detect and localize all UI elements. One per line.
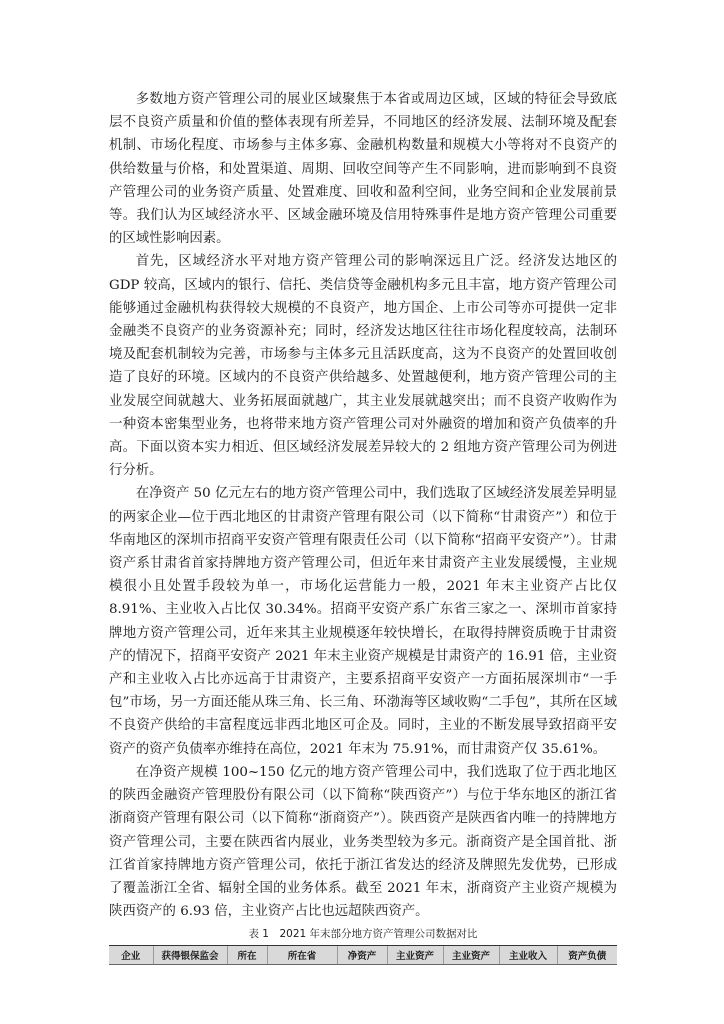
table-header-cell: 主业收入 — [499, 946, 557, 965]
table-header-cell: 净资产 — [337, 946, 387, 965]
table-caption: 表 1 2021 年末部分地方资产管理公司数据对比 — [248, 928, 478, 941]
table-header-row — [109, 946, 617, 965]
body-paragraph-1: 多数地方资产管理公司的展业区域聚焦于本省或周边区域，区域的特征会导致底层不良资产质量和价值的整体表现有所差异，不同地区的经济发展、法制环境及配套机制、市场化程度、市场参与主体多寡、金融机构数量和规模大小等将对不良资产的供给数量与价格，和处置渠道、周期、回收空间等产生不同影响，进而影响到不良资产管理公司的业务资产质量、处置难度、回收和盈利空间，业务空间和企业发展前景等。我们认为区域经济水平、区域金融环境及信用特殊事件是地方资产管理公司重要的区域性影响因素。 — [109, 92, 617, 247]
table-header-cell: 所在省 — [267, 946, 337, 965]
table-header-cell: 所在 — [227, 946, 267, 965]
table-header-cell: 主业资产 — [387, 946, 443, 965]
table-header-cell: 资产负债 — [557, 946, 617, 965]
body-paragraph-2: 首先，区域经济水平对地方资产管理公司的影响深远且广泛。经济发达地区的 GDP 较高，区域内的银行、信托、类信贷等金融机构多元且丰富，地方资产管理公司能够通过金融机构获得较大规模的不良资产，地方国企、上市公司等亦可提供一定非金融类不良资产的业务资源补充；同时，经济发达地区往往市场化程度较高，法制环境及配套机制较为完善，市场参与主体多元且活跃度高，这为不良资产的处置回收创造了良好的环境。区域内的不良资产供给越多、处置越便利，地方资产管理公司的主业发展空间就越大、业务拓展面就越广，其主业发展就越突出；而不良资产收购作为一种资本密集型业务，也将带来地方资产管理公司对外融资的增加和资产负债率的升高。下面以资本实力相近、但区域经济发展差异较大的 2 组地方资产管理公司为例进行分析。 — [109, 254, 617, 479]
table-header-cell: 获得银保监会 — [153, 946, 227, 965]
body-paragraph-3: 在净资产 50 亿元左右的地方资产管理公司中，我们选取了区域经济发展差异明显的两家企业—位于西北地区的甘肃资产管理有限公司（以下简称“甘肃资产”）和位于华南地区的深圳市招商平安资产管理有限责任公司（以下简称“招商平安资产”）。甘肃资产系甘肃省首家持牌地方资产管理公司，但近年来甘肃资产主业发展缓慢，主业规模很小且处置手段较为单一，市场化运营能力一般，2021 年末主业资产占比仅 8.91%、主业收入占比仅 30.34%。招商平安资产系广东省三家之一、深圳市首家持牌地方资产管理公司，近年来其主业规模逐年较快增长，在取得持牌资质晚于甘肃资产的情况下，招商平安资产 2021 年末主业资产规模是甘肃资产的 16.91 倍，主业资产和主业收入占比亦远高于甘肃资产，主要系招商平安资产一方面拓展深圳市“一手包”市场，另一方面还能从珠三角、长三角、环渤海等区域收购“二手包”，其所在区域不良资产供给的丰富程度远非西北地区可企及。同时，主业的不断发展导致招商平安资产的资产负债率亦维持在高位，2021 年末为 75.91%，而甘肃资产仅 35.61%。 — [109, 486, 617, 757]
document-page — [109, 88, 617, 965]
table-header-cell: 主业资产 — [443, 946, 499, 965]
table-header-cell: 企业 — [109, 946, 153, 965]
body-paragraph-4: 在净资产规模 100~150 亿元的地方资产管理公司中，我们选取了位于西北地区的陕西金融资产管理股份有限公司（以下简称“陕西资产”）与位于华东地区的浙江省浙商资产管理有限公司（以下简称“浙商资产”）。陕西资产是陕西省内唯一的持牌地方资产管理公司，主要在陕西省内展业，业务类型较为多元。浙商资产是全国首批、浙江省首家持牌地方资产管理公司，依托于浙江省发达的经济及牌照先发优势，已形成了覆盖浙江全省、辐射全国的业务体系。截至 2021 年末，浙商资产主业资产规模为陕西资产的 6.93 倍，主业资产占比也远超陕西资产。 — [109, 764, 617, 920]
data-table — [109, 945, 617, 965]
